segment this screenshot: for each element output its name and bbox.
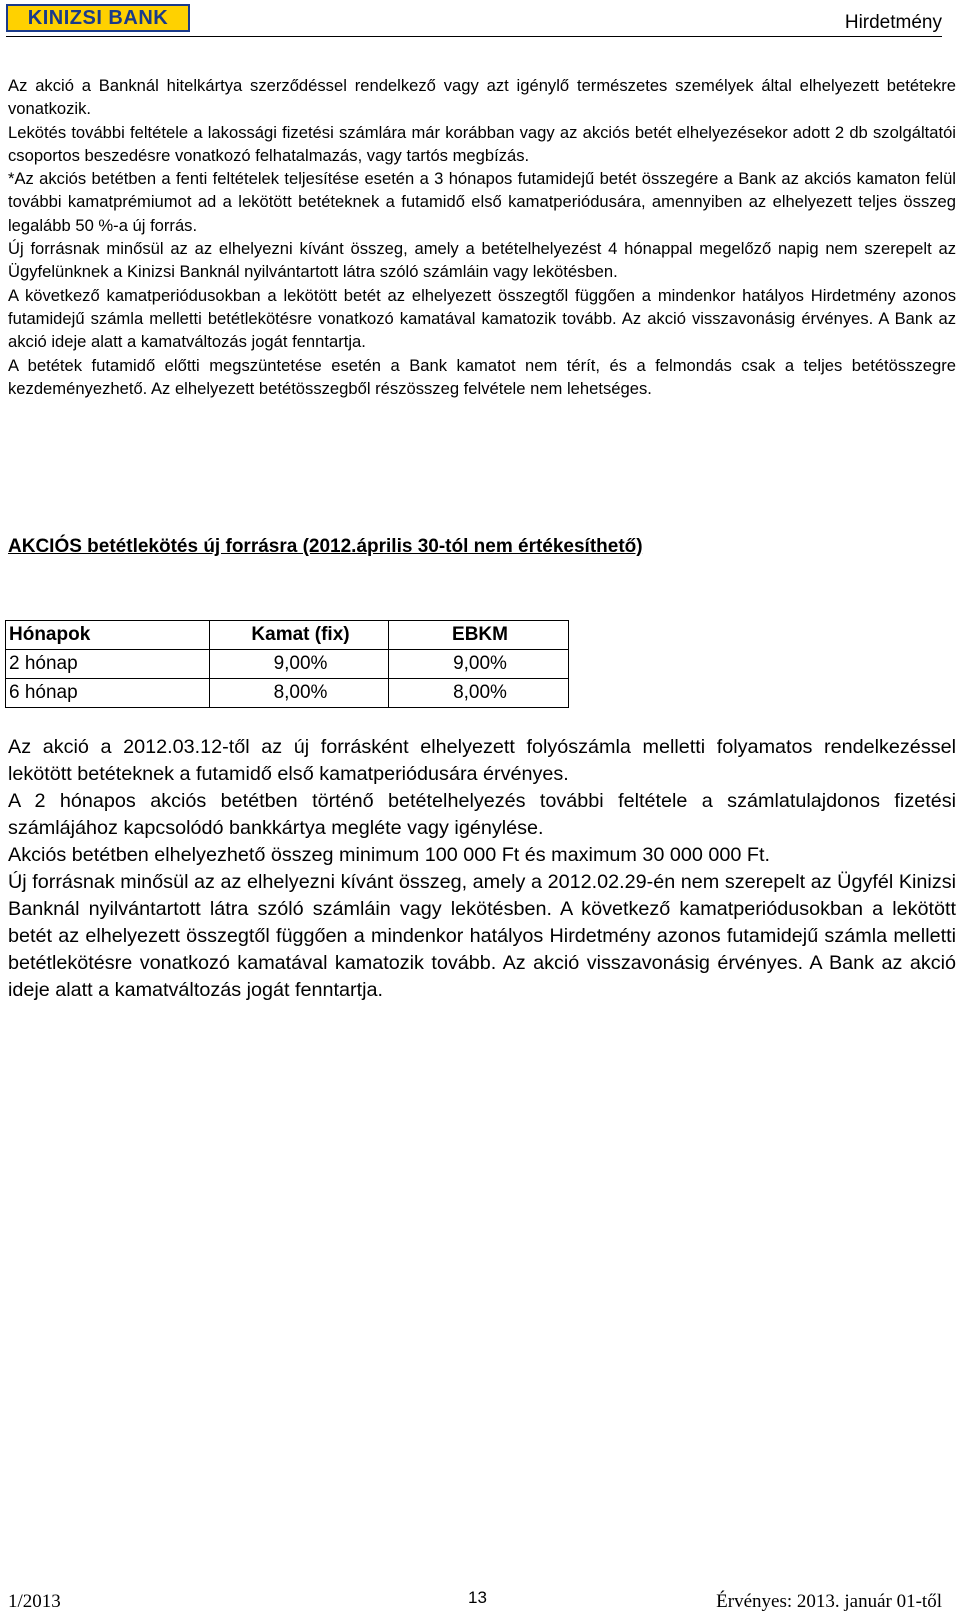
- conditions-block: [8, 74, 956, 400]
- footer-page-number: 13: [468, 1588, 487, 1607]
- table-row: [6, 679, 569, 708]
- cell-term: 6 hónap: [6, 679, 210, 708]
- rates-table: [5, 620, 569, 708]
- paragraph-condition: Lekötés további feltétele a lakossági fizetési számlára már korábban vagy az akciós betét elhelyezésekor adott 2 db szolgáltatói csoportos beszedésre vonatkozó felhatalmazás, vagy tartós megbízás.: [8, 122, 956, 165]
- offer-details-block: [8, 734, 956, 1004]
- cell-ebkm: 8,00%: [389, 679, 569, 708]
- kinizsi-bank-logo: [6, 4, 190, 32]
- cell-interest: 9,00%: [210, 650, 389, 679]
- header-divider: [6, 36, 942, 37]
- paragraph-premium: *Az akciós betétben a fenti feltételek teljesítése esetén a 3 hónapos futamidejű betét összegére a Bank az akciós kamaton felül további kamatprémiumot ad a lekötött betéteknek a futamidő első kamatperiódusára, amennyiben az elhelyezett teljes összeg legalább 50 %-a új forrás.: [8, 169, 956, 235]
- header-interest: Kamat (fix): [210, 621, 389, 650]
- header-ebkm: EBKM: [389, 621, 569, 650]
- table-header-row: [6, 621, 569, 650]
- paragraph-early-termination: A betétek futamidő előtti megszüntetése esetén a Bank kamatot nem térít, és a felmondás csak a teljes betétösszegre kezdeményezhető. Az elhelyezett betétösszegből részösszeg felvétele nem lehetséges.: [8, 355, 956, 398]
- paragraph-new-source-definition: Új forrásnak minősül az az elhelyezni kívánt összeg, amely a 2012.02.29-én nem szerepelt az Ügyfél Kinizsi Banknál nyilvántartott látra szóló számláin vagy lekötésben. A következő kamatperiódusokban a lekötött betét az elhelyezett összegtől függően a mindenkor hatályos Hirdetmény azonos futamidejű számla melletti betétlekötésre vonatkozó kamatával kamatozik tovább. Az akció visszavonásig érvényes. A Bank az akció ideje alatt a kamatváltozás jogát fenntartja.: [8, 871, 956, 1001]
- logo-text: KINIZSI BANK: [27, 6, 169, 29]
- paragraph-amount-limits: Akciós betétben elhelyezhető összeg minimum 100 000 Ft és maximum 30 000 000 Ft.: [8, 844, 770, 866]
- paragraph-eligibility: Az akció a Banknál hitelkártya szerződéssel rendelkező vagy azt igénylő természetes személyek által elhelyezett betétekre vonatkozik.: [8, 76, 956, 119]
- footer-issue-number: 1/2013: [8, 1591, 61, 1612]
- paragraph-new-source: Új forrásnak minősül az az elhelyezni kívánt összeg, amely a betételhelyezést 4 hónappal megelőző napig nem szerepelt az Ügyfelünknek a Kinizsi Banknál nyilvántartott látra szóló számláin vagy lekötésben.: [8, 239, 956, 282]
- footer-validity-date: Érvényes: 2013. január 01-től: [716, 1591, 942, 1612]
- paragraph-validity: Az akció a 2012.03.12-től az új forrásként elhelyezett folyószámla melletti folyamatos rendelkezéssel lekötött betéteknek a futamidő első kamatperiódusára érvényes.: [8, 736, 956, 785]
- header-months: Hónapok: [6, 621, 210, 650]
- paragraph-card-condition: A 2 hónapos akciós betétben történő betételhelyezés további feltétele a számlatulajdonos fizetési számlájához kapcsolódó bankkártya megléte vagy igénylése.: [8, 790, 956, 839]
- document-title: Hirdetmény: [844, 12, 942, 33]
- paragraph-following-periods: A következő kamatperiódusokban a lekötött betét az elhelyezett összegtől függően a mindenkor hatályos Hirdetmény azonos futamidejű számla melletti betétlekötésre vonatkozó kamatával kamatozik tovább. Az akció visszavonásig érvényes. A Bank az akció ideje alatt a kamatváltozás jogát fenntartja.: [8, 285, 956, 352]
- table-row: [6, 650, 569, 679]
- cell-term: 2 hónap: [6, 650, 210, 679]
- cell-interest: 8,00%: [210, 679, 389, 708]
- cell-ebkm: 9,00%: [389, 650, 569, 679]
- section-title: AKCIÓS betétlekötés új forrásra (2012.április 30-tól nem értékesíthető): [8, 536, 643, 557]
